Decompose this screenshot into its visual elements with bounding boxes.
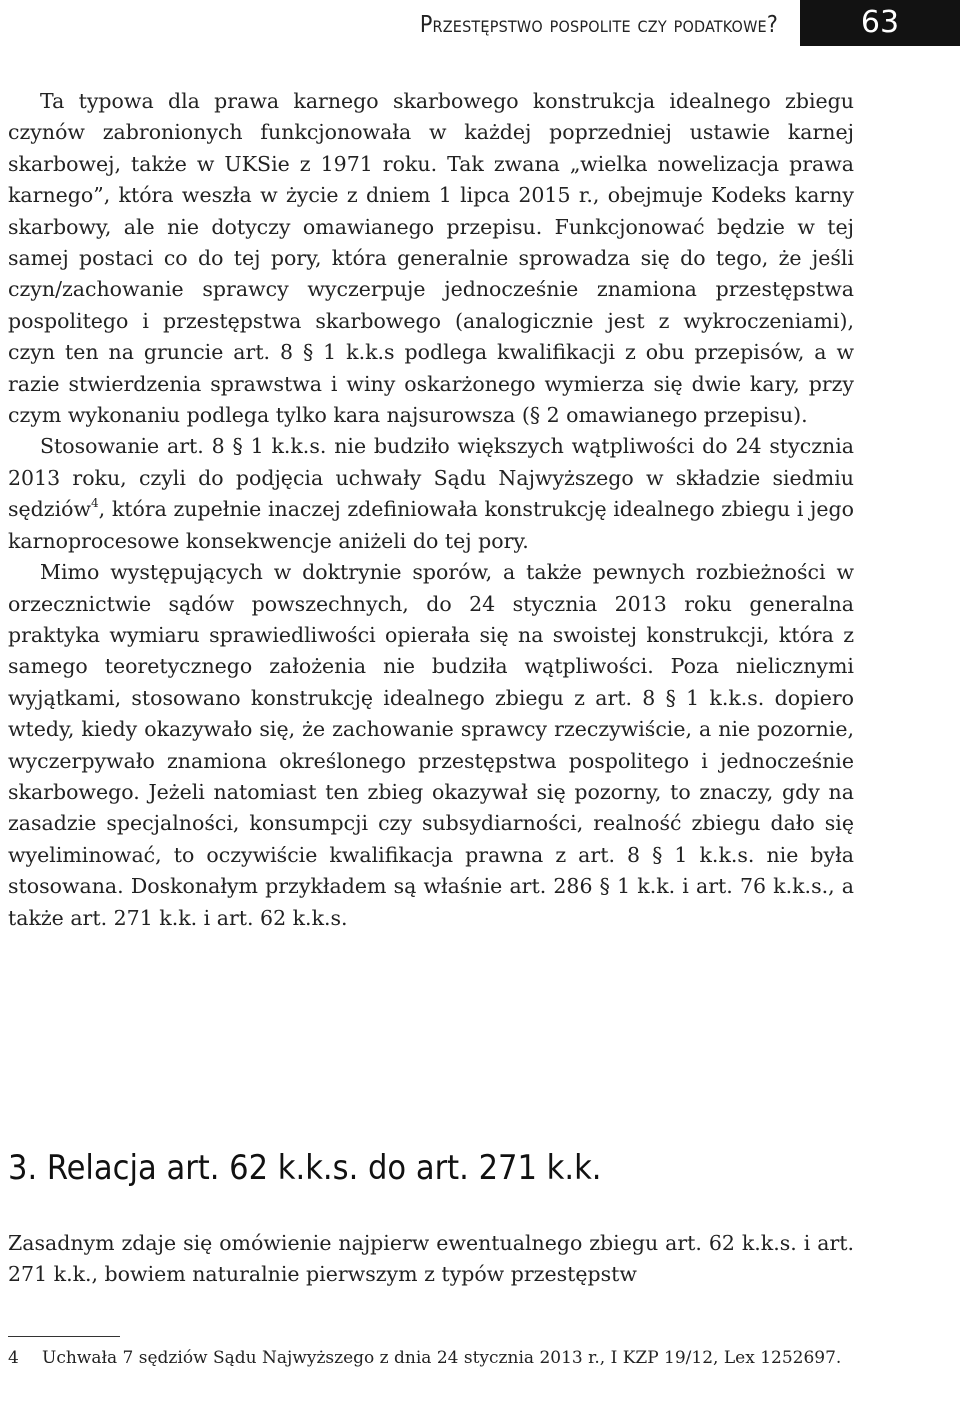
paragraph-2-text-a: Stosowanie art. 8 § 1 k.k.s. nie budziło większych wątpliwości do 24 stycznia 2013 roku, czyli do podjęcia uchwały Sądu Najwyższego w składzie siedmiu sędziów [8,434,854,522]
footnote-reference[interactable]: 4 [91,496,99,511]
page-header [0,0,960,46]
footnote-divider [8,1336,120,1337]
section-paragraph: Zasadnym zdaje się omówienie najpierw ewentualnego zbiegu art. 62 k.k.s. i art. 271 k.k., bowiem naturalnie pierwszym z typów przestępstw [8,1231,854,1287]
footnote-number: 4 [8,1348,19,1368]
paragraph-1: Ta typowa dla prawa karnego skarbowego konstrukcja idealnego zbiegu czynów zabronionych funkcjonowała w każdej poprzedniej ustawie karnej skarbowej, także w UKSie z 1971 roku. Tak zwana „wielka nowelizacja prawa karnego”, która weszła w życie z dniem 1 lipca 2015 r., obejmuje Kodeks karny skarbowy, ale nie dotyczy omawianego przepisu. Funkcjonować będzie w tej samej postaci co do tej pory, która generalnie sprowadza się do tego, że jeśli czyn/zachowanie sprawcy wyczerpuje jednocześnie znamiona przestępstwa pospolitego i przestępstwa skarbowego (analogicznie jest z wykroczeniami), czyn ten na gruncie art. 8 § 1 k.k.s podlega kwalifikacji z obu przepisów, a w razie stwierdzenia sprawstwa i winy oskarżonego wymierza się dwie kary, przy czym wykonaniu podlega tylko kara najsurowsza (§ 2 omawianego przepisu). [8,89,854,428]
footnote [8,1346,854,1371]
page-number: 63 [800,0,960,46]
paragraph-2 [8,431,854,557]
running-title: Przestępstwo pospolite czy podatkowe? [419,12,778,38]
paragraph-2-text-b: , która zupełnie inaczej zdefiniowała konstrukcję idealnego zbiegu i jego karnoprocesowe konsekwencje aniżeli do tej pory. [8,497,854,553]
body-text [8,86,854,934]
paragraph-3: Mimo występujących w doktrynie sporów, a także pewnych rozbieżności w orzecznictwie sądów powszechnych, do 24 stycznia 2013 roku generalna praktyka wymiaru sprawiedliwości opierała się na swoistej konstrukcji, która z samego teoretycznego założenia nie budziła wątpliwości. Poza nielicznymi wyjątkami, stosowano konstrukcję idealnego zbiegu z art. 8 § 1 k.k.s. dopiero wtedy, kiedy okazywało się, że zachowanie sprawcy rzeczywiście, a nie pozornie, wyczerpywało znamiona określonego przestępstwa pospolitego i jednocześnie skarbowego. Jeżeli natomiast ten zbieg okazywał się pozorny, to znaczy, gdy na zasadzie specjalności, konsumpcji czy subsydiarności, realność zbiegu dało się wyeliminować, to oczywiście kwalifikacja prawna z art. 8 § 1 k.k.s. nie była stosowana. Doskonałym przykładem są właśnie art. 286 § 1 k.k. i art. 76 k.k.s., a także art. 271 k.k. i art. 62 k.k.s. [8,560,854,930]
footnote-text: Uchwała 7 sędziów Sądu Najwyższego z dnia 24 stycznia 2013 r., I KZP 19/12, Lex 1252697. [42,1348,842,1368]
section-body [8,1228,854,1291]
section-heading: 3. Relacja art. 62 k.k.s. do art. 271 k.k. [8,1148,602,1188]
